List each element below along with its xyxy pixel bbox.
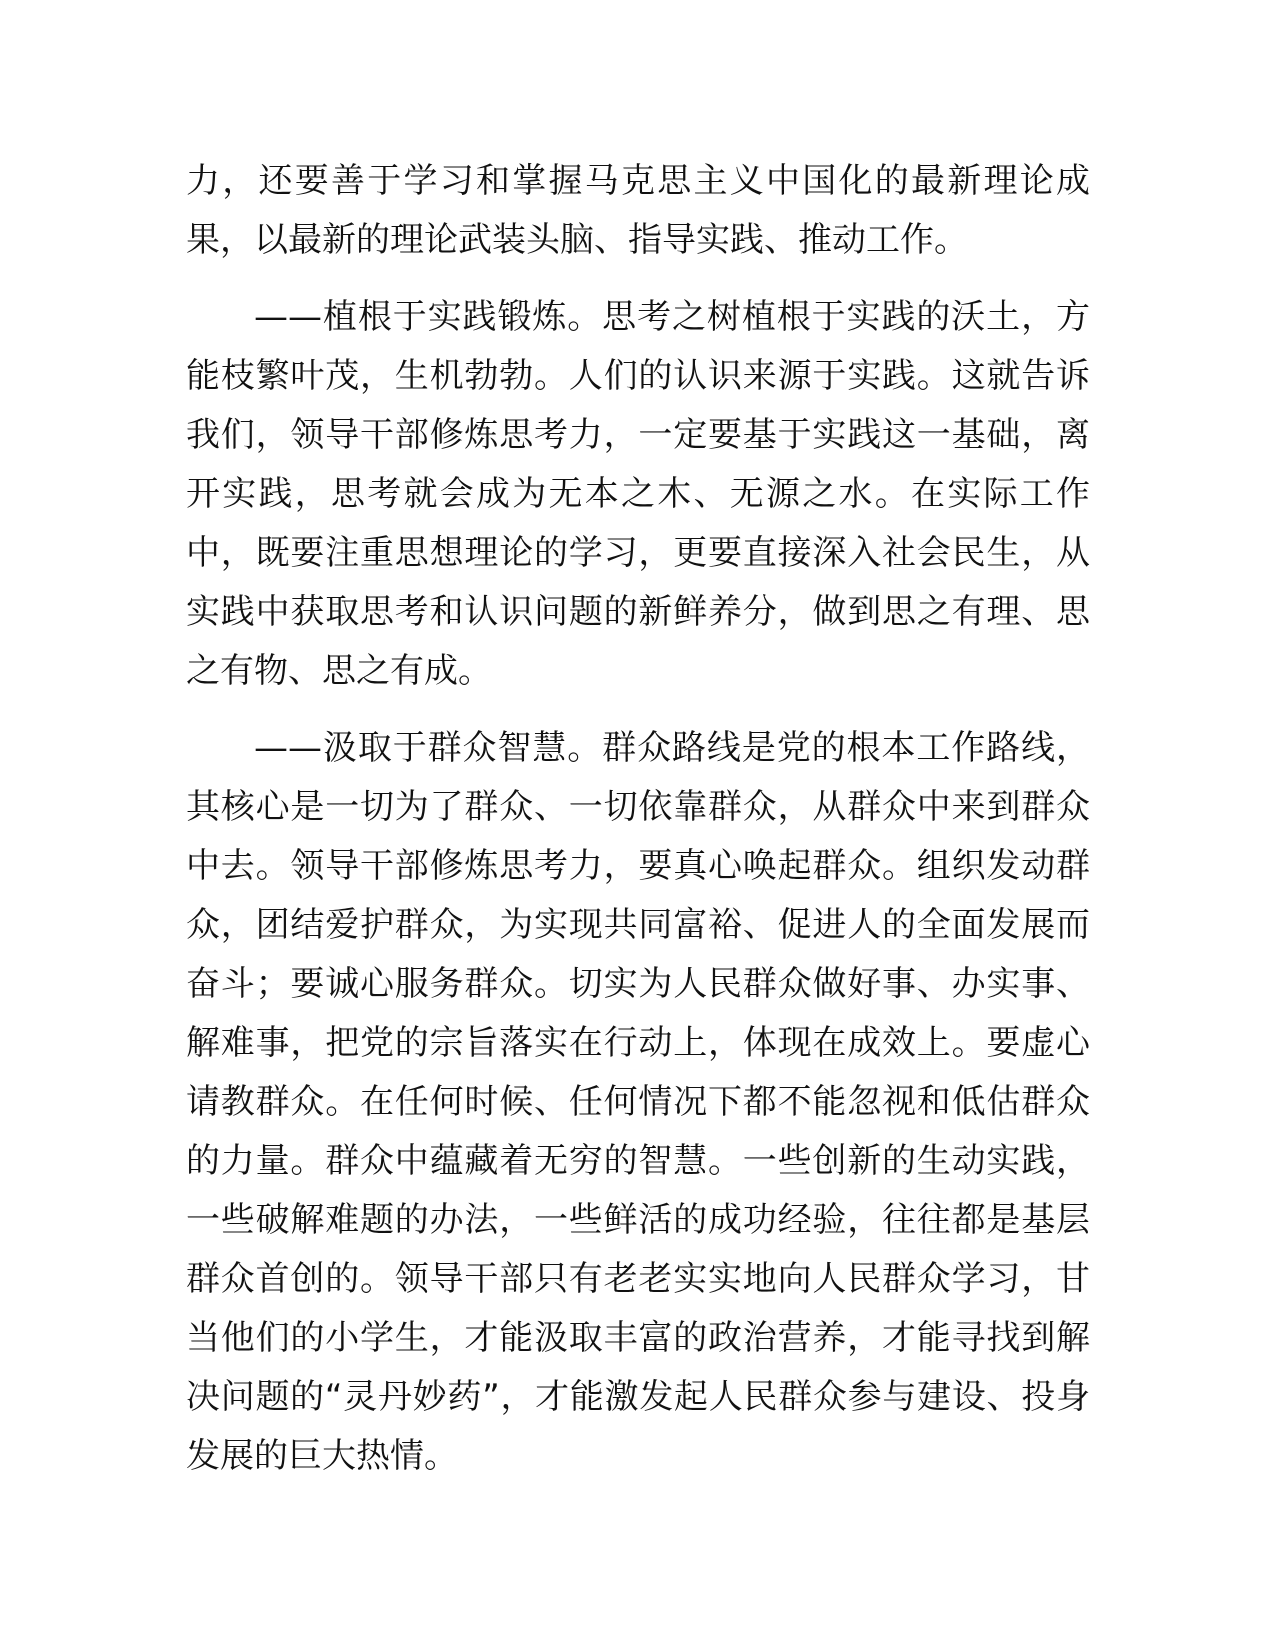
paragraph-continuation: 力，还要善于学习和掌握马克思主义中国化的最新理论成果，以最新的理论武装头脑、指导实践、推动工作。: [186, 161, 1090, 260]
paragraph-practice: ——植根于实践锻炼。思考之树植根于实践的沃土，方能枝繁叶茂，生机勃勃。人们的认识来源于实践。这就告诉我们，领导干部修炼思考力，一定要基于实践这一基础，离开实践，思考就会成为无本之木、无源之水。在实际工作中，既要注重思想理论的学习，更要直接深入社会民生，从实践中获取思考和认识问题的新鲜养分，做到思之有理、思之有物、思之有成。: [186, 297, 1090, 691]
paragraph-masses: ——汲取于群众智慧。群众路线是党的根本工作路线，其核心是一切为了群众、一切依靠群众，从群众中来到群众中去。领导干部修炼思考力，要真心唤起群众。组织发动群众，团结爱护群众，为实现共同富裕、促进人的全面发展而奋斗；要诚心服务群众。切实为人民群众做好事、办实事、解难事，把党的宗旨落实在行动上，体现在成效上。要虚心请教群众。在任何时候、任何情况下都不能忽视和低估群众的力量。群众中蕴藏着无穷的智慧。一些创新的生动实践，一些破解难题的办法，一些鲜活的成功经验，往往都是基层群众首创的。领导干部只有老老实实地向人民群众学习，甘当他们的小学生，才能汲取丰富的政治营养，才能寻找到解决问题的“灵丹妙药”，才能激发起人民群众参与建设、投身发展的巨大热情。: [186, 728, 1090, 1476]
document-body: [186, 152, 1090, 1486]
